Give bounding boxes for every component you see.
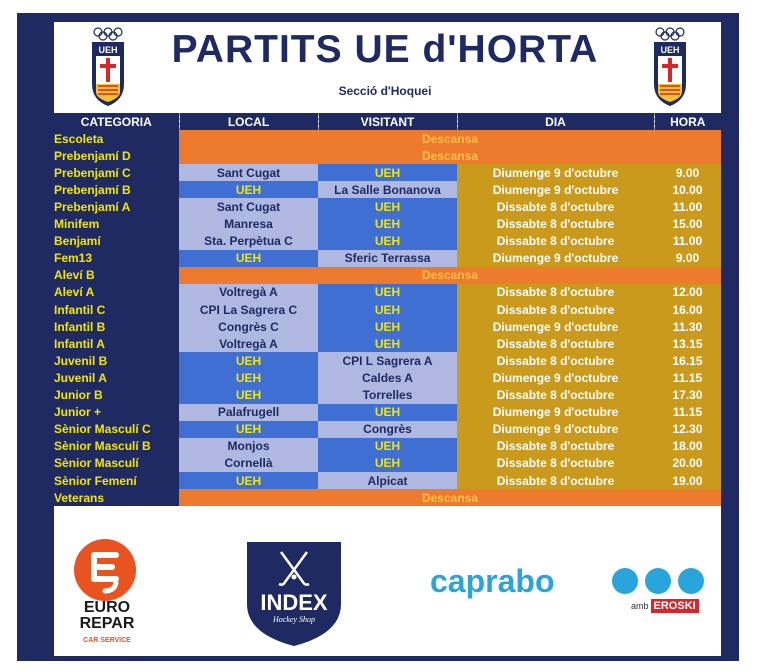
column-header-visitant: VISITANT: [318, 113, 457, 130]
visiting-team-cell: UEH: [318, 233, 457, 250]
local-team-cell: Voltregà A: [179, 284, 318, 301]
local-team-cell: Voltregà A: [179, 335, 318, 352]
date-cell: Dissabte 8 d'octubre: [457, 472, 654, 489]
local-team-cell: Monjos: [179, 438, 318, 455]
time-cell: 9.00: [654, 164, 721, 181]
visiting-team-cell: Caldes A: [318, 369, 457, 386]
svg-text:UEH: UEH: [660, 45, 680, 55]
visiting-team-cell: CPI L Sagrera A: [318, 352, 457, 369]
time-cell: 11.30: [654, 318, 721, 335]
eurorepar-line1: EURO: [83, 599, 131, 616]
date-cell: Dissabte 8 d'octubre: [457, 284, 654, 301]
visiting-team-cell: UEH: [318, 216, 457, 233]
date-cell: Dissabte 8 d'octubre: [457, 233, 654, 250]
index-hockey-shop-logo: [245, 540, 343, 647]
table-row: [54, 147, 721, 164]
local-team-cell: UEH: [179, 250, 318, 267]
local-team-cell: UEH: [179, 421, 318, 438]
local-team-cell: UEH: [179, 352, 318, 369]
table-row: [54, 233, 721, 250]
visiting-team-cell: UEH: [318, 404, 457, 421]
fixtures-table: [54, 113, 721, 506]
bye-cell: Descansa: [179, 267, 721, 284]
category-cell: Fem13: [54, 250, 179, 267]
date-cell: Diumenge 9 d'octubre: [457, 421, 654, 438]
time-cell: 17.30: [654, 387, 721, 404]
table-row: [54, 301, 721, 318]
local-team-cell: Cornellà: [179, 455, 318, 472]
fixtures-body: [54, 130, 721, 506]
time-cell: 11.15: [654, 369, 721, 386]
local-team-cell: Congrès C: [179, 318, 318, 335]
eurorepar-name: [62, 600, 152, 632]
time-cell: 12.30: [654, 421, 721, 438]
category-cell: Aleví B: [54, 267, 179, 284]
category-cell: Junior +: [54, 404, 179, 421]
eurorepar-line2: REPAR: [79, 615, 135, 632]
local-team-cell: UEH: [179, 369, 318, 386]
time-cell: 9.00: [654, 250, 721, 267]
column-header-categoria: CATEGORIA: [54, 113, 179, 130]
table-row: [54, 472, 721, 489]
visiting-team-cell: La Salle Bonanova: [318, 181, 457, 198]
date-cell: Diumenge 9 d'octubre: [457, 369, 654, 386]
date-cell: Diumenge 9 d'octubre: [457, 250, 654, 267]
bye-cell: Descansa: [179, 489, 721, 506]
category-cell: Sènior Masculí: [54, 455, 179, 472]
table-row: [54, 181, 721, 198]
table-header-row: [54, 113, 721, 130]
local-team-cell: Sant Cugat: [179, 164, 318, 181]
date-cell: Diumenge 9 d'octubre: [457, 181, 654, 198]
eurorepar-sub: CAR SERVICE: [83, 637, 131, 644]
visiting-team-cell: UEH: [318, 455, 457, 472]
visiting-team-cell: UEH: [318, 164, 457, 181]
table-row: [54, 387, 721, 404]
date-cell: Dissabte 8 d'octubre: [457, 335, 654, 352]
category-cell: Juvenil B: [54, 352, 179, 369]
club-shield-left: [89, 26, 127, 108]
date-cell: Dissabte 8 d'octubre: [457, 216, 654, 233]
column-header-dia: DIA: [457, 113, 654, 130]
table-row: [54, 164, 721, 181]
date-cell: Diumenge 9 d'octubre: [457, 404, 654, 421]
time-cell: 19.00: [654, 472, 721, 489]
local-team-cell: Manresa: [179, 216, 318, 233]
column-header-local: LOCAL: [179, 113, 318, 130]
date-cell: Diumenge 9 d'octubre: [457, 164, 654, 181]
time-cell: 20.00: [654, 455, 721, 472]
table-row: [54, 335, 721, 352]
local-team-cell: Sta. Perpètua C: [179, 233, 318, 250]
visiting-team-cell: UEH: [318, 198, 457, 215]
time-cell: 16.00: [654, 301, 721, 318]
table-row: [54, 318, 721, 335]
eurorepar-logo: [70, 537, 140, 603]
bye-cell: Descansa: [179, 130, 721, 147]
date-cell: Dissabte 8 d'octubre: [457, 198, 654, 215]
table-row: [54, 455, 721, 472]
time-cell: 12.00: [654, 284, 721, 301]
table-row: [54, 369, 721, 386]
category-cell: Prebenjamí A: [54, 198, 179, 215]
category-cell: Sènior Masculí C: [54, 421, 179, 438]
table-row: [54, 216, 721, 233]
category-cell: Minifem: [54, 216, 179, 233]
local-team-cell: CPI La Sagrera C: [179, 301, 318, 318]
table-row: [54, 284, 721, 301]
table-row: [54, 438, 721, 455]
svg-text:UEH: UEH: [98, 45, 118, 55]
date-cell: Dissabte 8 d'octubre: [457, 438, 654, 455]
local-team-cell: UEH: [179, 181, 318, 198]
category-cell: Junior B: [54, 387, 179, 404]
table-row: [54, 267, 721, 284]
category-cell: Prebenjamí D: [54, 147, 179, 164]
category-cell: Prebenjamí C: [54, 164, 179, 181]
table-row: [54, 250, 721, 267]
visiting-team-cell: Torrelles: [318, 387, 457, 404]
category-cell: Aleví A: [54, 284, 179, 301]
time-cell: 11.15: [654, 404, 721, 421]
eroski-tag: [631, 600, 699, 612]
poster-title: PARTITS UE d'HORTA: [171, 28, 599, 71]
svg-text:INDEX: INDEX: [260, 590, 328, 615]
svg-text:Hockey Shop: Hockey Shop: [273, 615, 315, 624]
time-cell: 16.15: [654, 352, 721, 369]
visiting-team-cell: Sferic Terrassa: [318, 250, 457, 267]
time-cell: 10.00: [654, 181, 721, 198]
category-cell: Veterans: [54, 489, 179, 506]
column-header-hora: HORA: [654, 113, 721, 130]
visiting-team-cell: UEH: [318, 301, 457, 318]
category-cell: Infantil C: [54, 301, 179, 318]
table-row: [54, 404, 721, 421]
local-team-cell: Sant Cugat: [179, 198, 318, 215]
category-cell: Sènior Masculí B: [54, 438, 179, 455]
date-cell: Dissabte 8 d'octubre: [457, 455, 654, 472]
visiting-team-cell: UEH: [318, 438, 457, 455]
local-team-cell: Palafrugell: [179, 404, 318, 421]
date-cell: Diumenge 9 d'octubre: [457, 318, 654, 335]
table-row: [54, 130, 721, 147]
visiting-team-cell: Alpicat: [318, 472, 457, 489]
time-cell: 11.00: [654, 198, 721, 215]
local-team-cell: UEH: [179, 472, 318, 489]
bye-cell: Descansa: [179, 147, 721, 164]
visiting-team-cell: UEH: [318, 284, 457, 301]
visiting-team-cell: UEH: [318, 318, 457, 335]
category-cell: Escoleta: [54, 130, 179, 147]
time-cell: 18.00: [654, 438, 721, 455]
time-cell: 15.00: [654, 216, 721, 233]
table-row: [54, 489, 721, 506]
date-cell: Dissabte 8 d'octubre: [457, 352, 654, 369]
eroski-name: EROSKI: [651, 599, 699, 613]
date-cell: Dissabte 8 d'octubre: [457, 301, 654, 318]
category-cell: Infantil B: [54, 318, 179, 335]
eroski-amb: amb: [631, 601, 649, 611]
time-cell: 11.00: [654, 233, 721, 250]
table-row: [54, 198, 721, 215]
table-row: [54, 421, 721, 438]
local-team-cell: UEH: [179, 387, 318, 404]
time-cell: 13.15: [654, 335, 721, 352]
category-cell: Sènior Femení: [54, 472, 179, 489]
category-cell: Prebenjamí B: [54, 181, 179, 198]
visiting-team-cell: Congrès: [318, 421, 457, 438]
table-row: [54, 352, 721, 369]
category-cell: Benjamí: [54, 233, 179, 250]
category-cell: Juvenil A: [54, 369, 179, 386]
poster-subtitle: Secció d'Hoquei: [338, 84, 432, 98]
category-cell: Infantil A: [54, 335, 179, 352]
date-cell: Dissabte 8 d'octubre: [457, 387, 654, 404]
caprabo-wordmark: caprabo: [430, 563, 555, 599]
caprabo-dots: [610, 565, 720, 597]
visiting-team-cell: UEH: [318, 335, 457, 352]
club-shield-right: [651, 26, 689, 108]
